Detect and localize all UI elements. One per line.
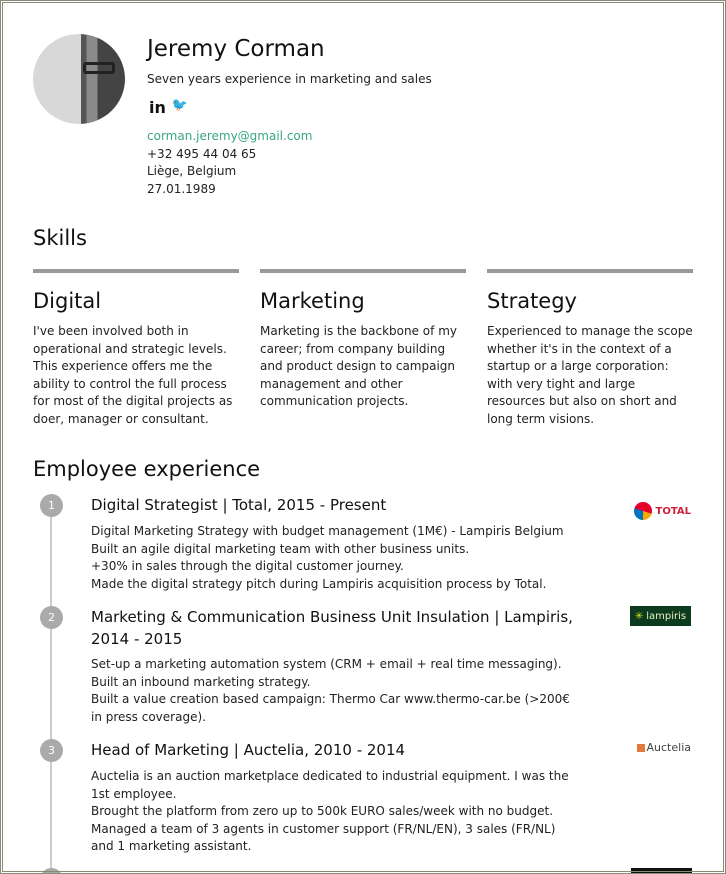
email-link[interactable]: corman.jeremy@gmail.com (147, 129, 313, 143)
job-description: Digital Marketing Strategy with budget management (1M€) - Lampiris Belgium Built an agile digital marketing team with other business units. +30% in sales through the digital customer journey. Made the digital strategy pitch during Lampiris acquisition process by Total. (91, 524, 564, 591)
job-number: 1 (40, 494, 63, 517)
profile-tagline: Seven years experience in marketing and sales (147, 72, 432, 86)
skills-heading: Skills (33, 226, 87, 250)
job-number: 3 (40, 739, 63, 762)
contact-info (147, 128, 312, 198)
experience-heading: Employee experience (33, 457, 261, 481)
lampiris-logo: ✳ lampiris (630, 606, 691, 626)
skill-text: I've been involved both in operational and strategic levels. This experience offers me the ability to control the full process for most of the digital projects as doer, manager or consultant. (33, 324, 233, 426)
job-number: 2 (40, 606, 63, 629)
location: Liège, Belgium (147, 164, 237, 178)
twitter-icon[interactable]: 🐦 (171, 98, 189, 113)
skill-digital (33, 269, 239, 428)
auctelia-logo: Auctelia (637, 741, 691, 754)
social-links (149, 98, 188, 117)
profile-name: Jeremy Corman (147, 36, 325, 62)
job-title: Head of Marketing | Auctelia, 2010 - 2014 (91, 741, 406, 759)
skill-title: Digital (33, 289, 102, 313)
timeline-line (50, 505, 52, 874)
skill-marketing (260, 269, 466, 411)
skill-text: Marketing is the backbone of my career; from company building and product design to campaign management and other communication projects. (260, 324, 457, 408)
skill-text: Experienced to manage the scope whether it's in the context of a startup or a large corporation: with very tight and large resources but also on short and long term visions. (487, 324, 693, 426)
job-description: Auctelia is an auction marketplace dedicated to industrial equipment. I was the 1st employee. Brought the platform from zero up to 500k EURO sales/week with no budget. Managed a team of 3 agents in customer support (FR/NL/EN), 3 sales (FR/NL) and 1 marketing assistant. (91, 769, 569, 853)
linkedin-icon[interactable]: in (149, 98, 166, 117)
skill-strategy (487, 269, 693, 428)
skill-title: Marketing (260, 289, 365, 313)
phone: +32 495 44 04 65 (147, 146, 257, 161)
job-title: Marketing & Communication Business Unit Insulation | Lampiris, 2014 - 2015 (91, 608, 573, 648)
company-logo-partial (631, 868, 692, 874)
job-title: Digital Strategist | Total, 2015 - Present (91, 496, 387, 514)
job-description: Set-up a marketing automation system (CRM + email + real time messaging). Built an inbound marketing strategy. Built a value creation based campaign: Thermo Car www.thermo-car.be (>200€ in press coverage). (91, 657, 570, 724)
total-logo: TOTAL (634, 502, 691, 520)
job-number-partial (40, 868, 63, 874)
profile-photo (33, 34, 125, 124)
skill-title: Strategy (487, 289, 577, 313)
birthdate: 27.01.1989 (147, 181, 216, 196)
